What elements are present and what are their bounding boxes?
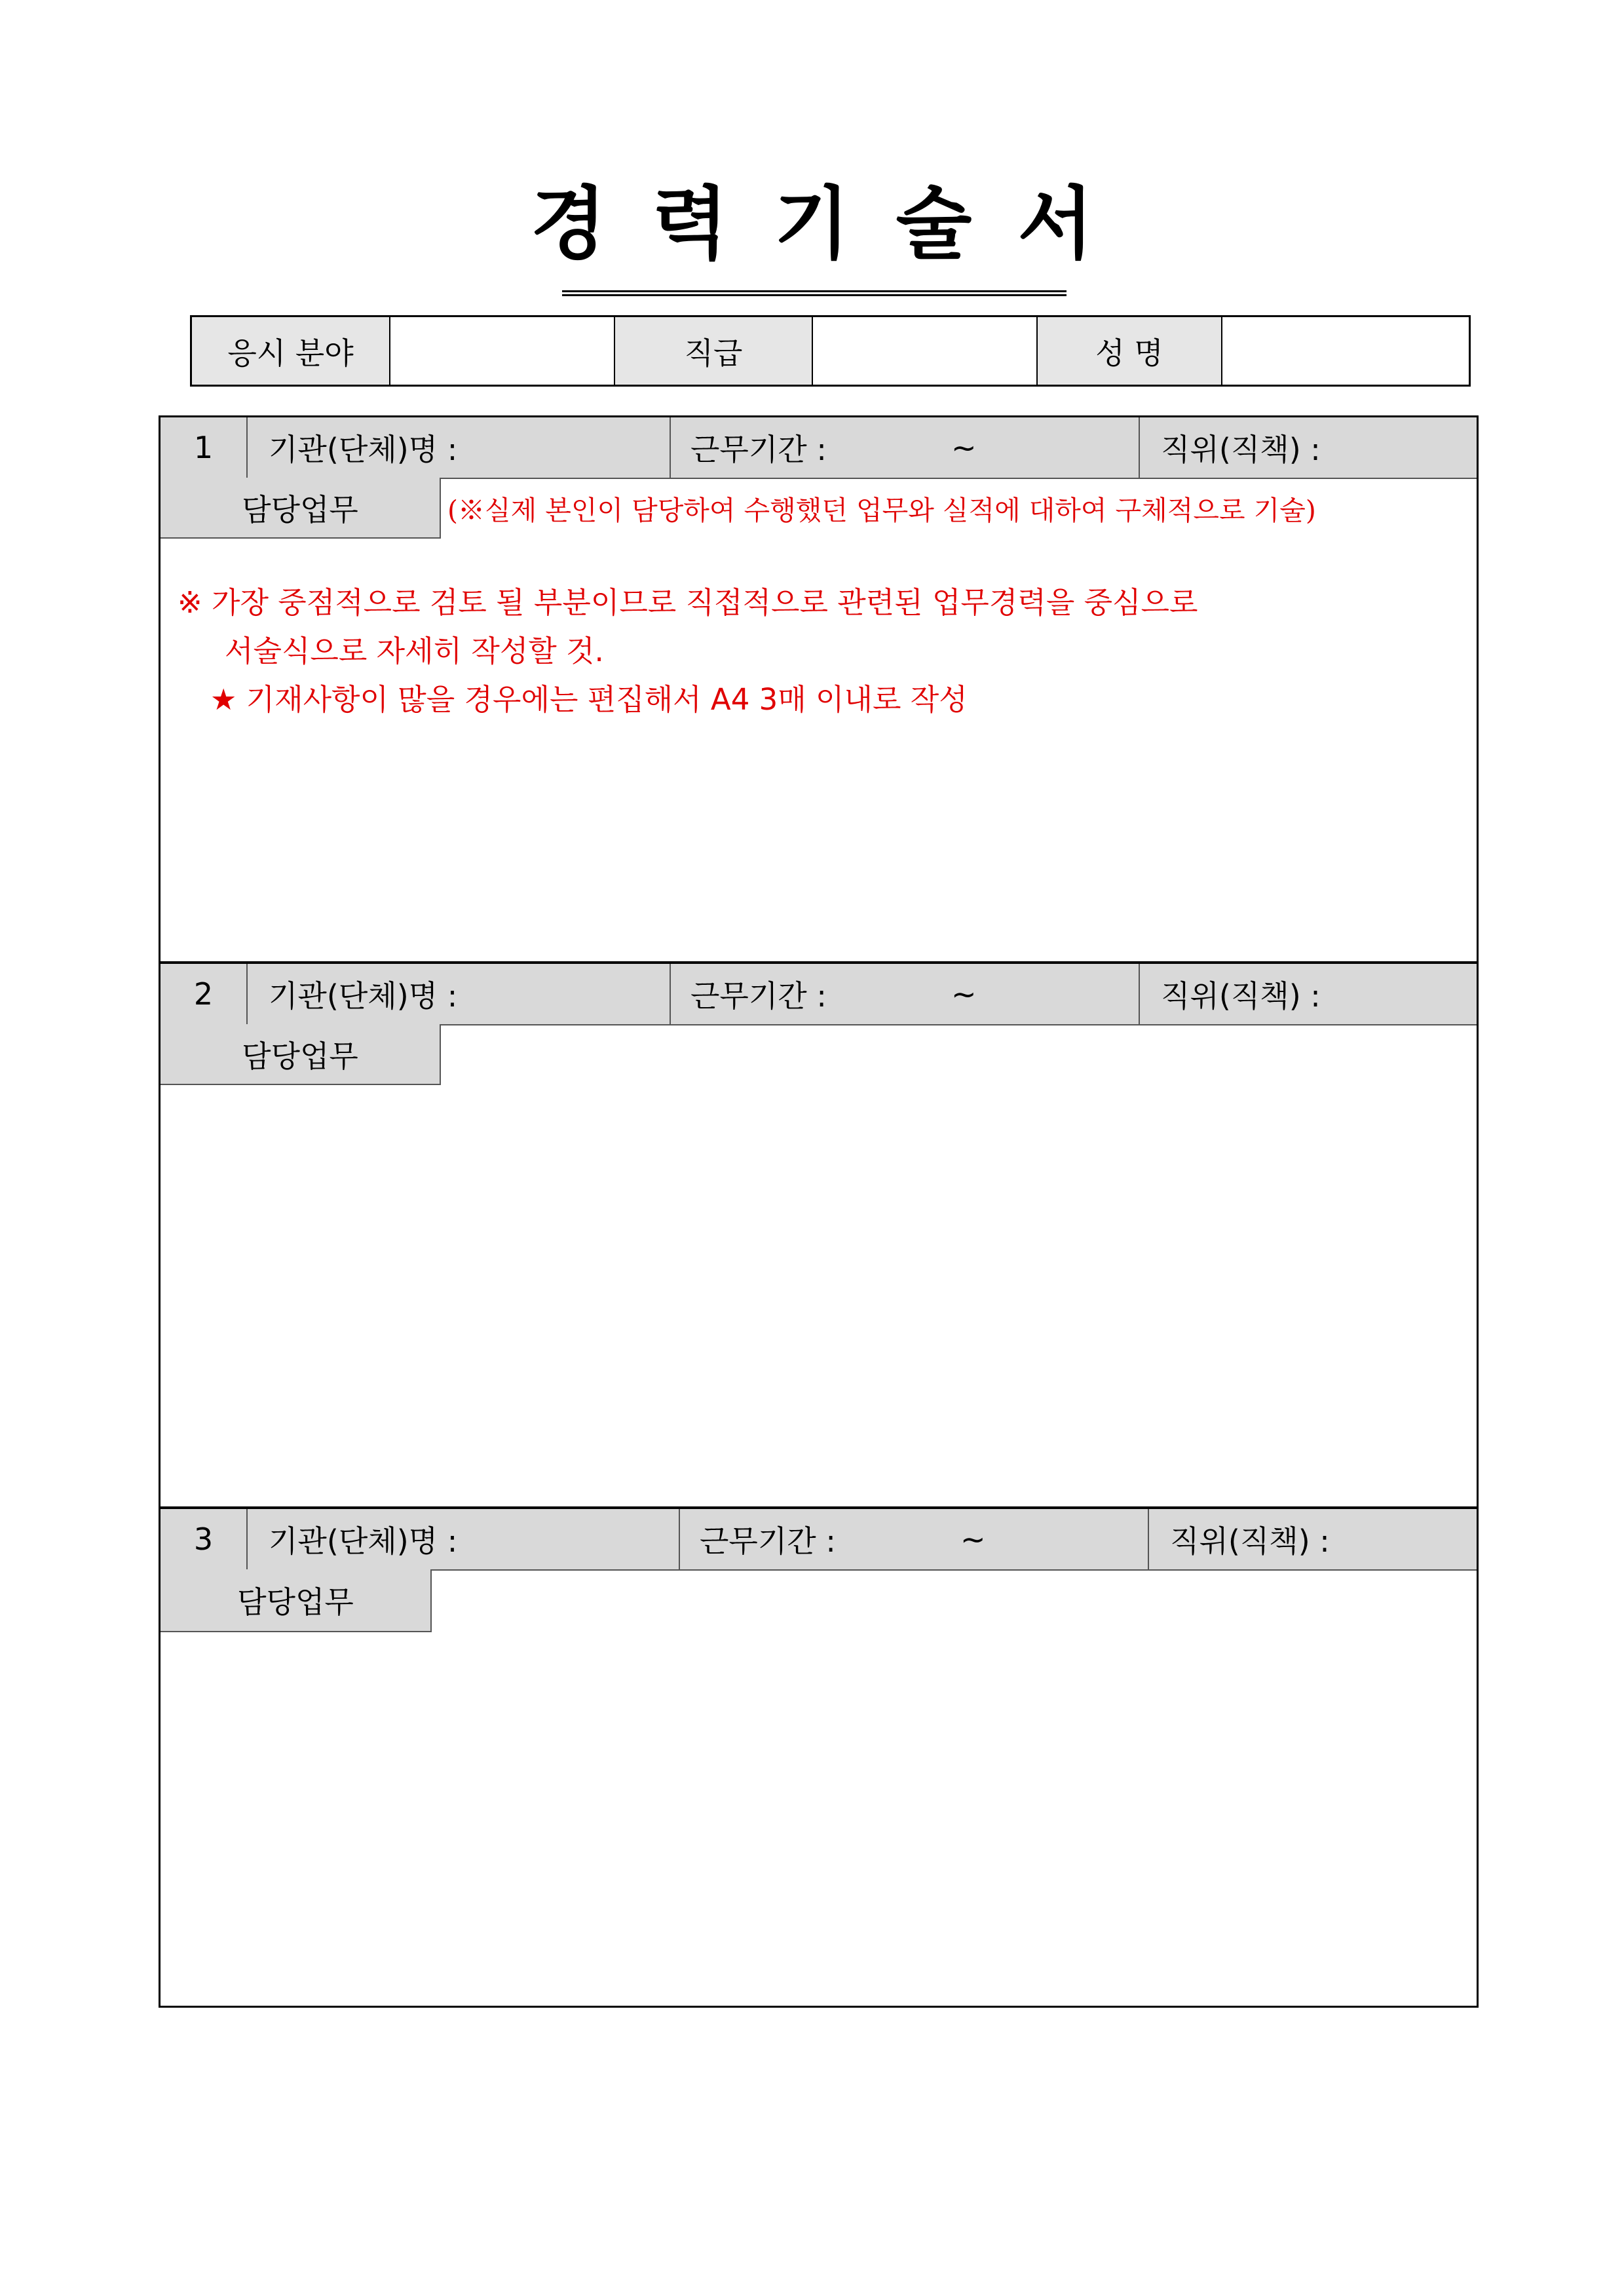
org-name-label: 기관(단체)명 : — [269, 978, 458, 1014]
name-input[interactable] — [1222, 317, 1469, 385]
applicant-info-table — [190, 315, 1471, 387]
entry-header — [161, 964, 1477, 1025]
org-name-field[interactable] — [248, 417, 671, 478]
document-title: 경력기술서 — [530, 178, 1140, 270]
work-period-label: 근무기간 : — [690, 432, 827, 467]
grade-label: 직급 — [615, 317, 813, 385]
duty-note: (※실제 본인이 담당하여 수행했던 업무와 실적에 대하여 구체적으로 기술) — [447, 495, 1316, 526]
work-period-field[interactable] — [680, 1509, 1149, 1569]
position-label: 직위(직책) : — [1161, 432, 1321, 467]
field-input[interactable] — [390, 317, 615, 385]
career-entry-1 — [159, 415, 1479, 963]
guide-line-1: ※ 가장 중점적으로 검토 될 부분이므로 직접적으로 관련된 업무경력을 중심으로 — [178, 585, 1198, 620]
career-entry-2 — [159, 962, 1479, 1508]
guide-line-3: ★ 기재사항이 많을 경우에는 편집해서 A4 3매 이내로 작성 — [210, 682, 968, 717]
period-tilde: ~ — [951, 976, 977, 1012]
work-period-field[interactable] — [671, 964, 1140, 1024]
work-period-label: 근무기간 : — [700, 1523, 836, 1559]
duty-label: 담당업무 — [161, 478, 441, 539]
position-label: 직위(직책) : — [1170, 1523, 1330, 1559]
period-tilde: ~ — [960, 1521, 986, 1557]
duty-label: 담당업무 — [161, 1569, 432, 1632]
position-field[interactable] — [1149, 1509, 1477, 1569]
org-name-field[interactable] — [248, 964, 671, 1024]
position-label: 직위(직책) : — [1161, 978, 1321, 1014]
duty-label: 담당업무 — [161, 1024, 441, 1085]
entry-number: 1 — [161, 417, 248, 478]
entry-header — [161, 417, 1477, 479]
org-name-label: 기관(단체)명 : — [269, 1523, 458, 1559]
guide-line-2: 서술식으로 자세히 작성할 것. — [225, 634, 604, 668]
entry-header — [161, 1509, 1477, 1571]
org-name-label: 기관(단체)명 : — [269, 432, 458, 467]
grade-input[interactable] — [813, 317, 1038, 385]
career-entry-3 — [159, 1507, 1479, 2008]
period-tilde: ~ — [951, 430, 977, 465]
title-double-underline — [562, 290, 1067, 296]
entry-number: 2 — [161, 964, 248, 1024]
field-label: 응시 분야 — [192, 317, 390, 385]
work-period-label: 근무기간 : — [690, 978, 827, 1014]
work-period-field[interactable] — [671, 417, 1140, 478]
position-field[interactable] — [1140, 964, 1477, 1024]
name-label: 성 명 — [1038, 317, 1222, 385]
position-field[interactable] — [1140, 417, 1477, 478]
entry-number: 3 — [161, 1509, 248, 1569]
org-name-field[interactable] — [248, 1509, 680, 1569]
